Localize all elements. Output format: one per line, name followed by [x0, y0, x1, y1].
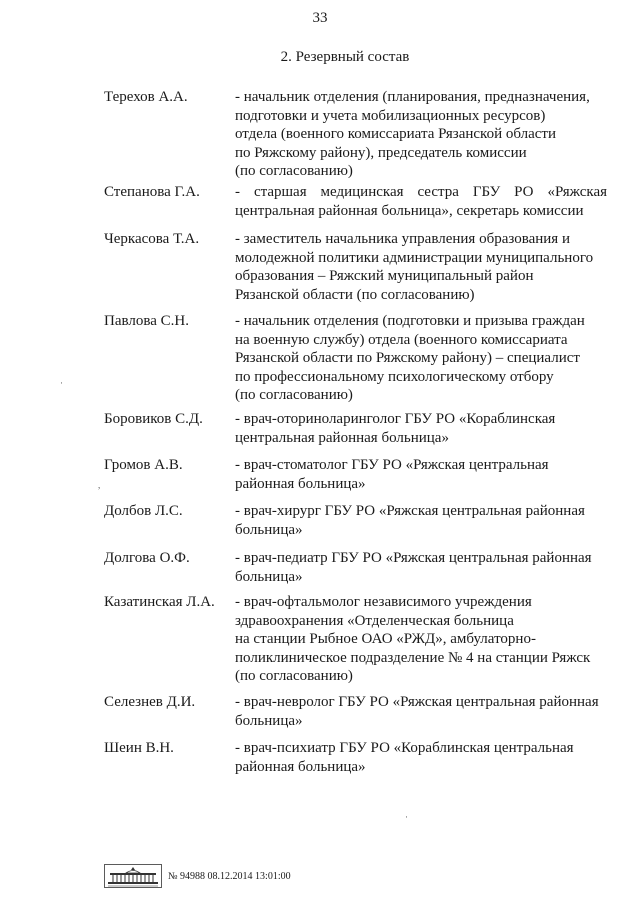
footer-stamp	[104, 864, 404, 888]
section-title: 2. Резервный состав	[280, 49, 410, 65]
position-line: (по согласованию)	[235, 668, 353, 684]
position-line: по Ряжскому району), председатель комиссии	[235, 144, 527, 161]
member-position	[235, 739, 607, 776]
position-line: - врач-хирург ГБУ РО «Ряжская центральная районная	[235, 503, 585, 519]
position-line: - врач-оториноларинголог ГБУ РО «Кораблинская	[235, 411, 556, 427]
position-line: здравоохранения «Отделенческая больница	[235, 612, 514, 629]
position-line: - врач-невролог ГБУ РО «Ряжская центральная районная	[235, 694, 599, 710]
member-name: Павлова С.Н.	[104, 313, 189, 329]
member-position	[235, 593, 607, 686]
government-building-seal-icon	[104, 864, 162, 888]
position-line: - начальник отделения (подготовки и призыва граждан	[235, 313, 585, 329]
scan-mark: ·	[405, 812, 408, 822]
position-line: - врач-психиатр ГБУ РО «Кораблинская центральная	[235, 740, 574, 756]
member-position	[235, 549, 607, 586]
position-line: поликлиническое подразделение № 4 на станции Ряжск	[235, 649, 591, 666]
scan-mark: ·	[60, 378, 63, 388]
page-number: 33	[312, 10, 328, 26]
position-line: на военную службу) отдела (военного комиссариата	[235, 331, 568, 348]
position-line: районная больница»	[235, 758, 366, 775]
member-position	[235, 312, 607, 405]
position-line: - врач-стоматолог ГБУ РО «Ряжская центральная	[235, 457, 549, 473]
position-line: Рязанской области по Ряжскому району) – специалист	[235, 350, 580, 366]
member-name: Громов А.В.	[104, 457, 183, 473]
member-name: Степанова Г.А.	[104, 184, 200, 200]
position-line: больница»	[235, 568, 303, 585]
member-name: Долбов Л.С.	[104, 503, 183, 519]
member-position	[235, 502, 607, 539]
member-name: Долгова О.Ф.	[104, 550, 190, 566]
member-name: Селезнев Д.И.	[104, 694, 196, 710]
member-name: Черкасова Т.А.	[104, 231, 200, 247]
position-line: - начальник отделения (планирования, предназначения,	[235, 89, 590, 105]
position-line: образования – Ряжский муниципальный район	[235, 268, 534, 284]
position-line: - заместитель начальника управления образования и	[235, 231, 570, 247]
member-position	[235, 183, 607, 220]
member-name: Боровиков С.Д.	[104, 411, 203, 427]
position-line: больница»	[235, 712, 303, 729]
member-name: Казатинская Л.А.	[104, 594, 215, 610]
position-line: Рязанской области (по согласованию)	[235, 286, 475, 303]
position-line: отдела (военного комиссариата Рязанской области	[235, 126, 556, 142]
position-line: - старшая медицинская сестра ГБУ РО «Ряжская	[235, 184, 607, 200]
position-line: больница»	[235, 521, 303, 538]
position-line: - врач-педиатр ГБУ РО «Ряжская центральная районная	[235, 550, 592, 566]
member-position	[235, 410, 607, 447]
position-line: по профессиональному психологическому отбору	[235, 368, 554, 385]
position-line: молодежной политики администрации муниципального	[235, 249, 594, 266]
member-position	[235, 693, 607, 730]
position-line: центральная районная больница»	[235, 429, 449, 446]
member-name: Шеин В.Н.	[104, 740, 174, 756]
position-line: районная больница»	[235, 475, 366, 492]
position-line: на станции Рыбное ОАО «РЖД», амбулаторно-	[235, 631, 536, 647]
position-line: центральная районная больница», секретарь комиссии	[235, 202, 584, 219]
registration-stamp-text: № 94988 08.12.2014 13:01:00	[168, 871, 291, 882]
position-line: - врач-офтальмолог независимого учреждения	[235, 594, 532, 610]
member-name: Терехов А.А.	[104, 89, 188, 105]
position-line: (по согласованию)	[235, 163, 353, 179]
member-position	[235, 88, 607, 181]
scan-mark: ,	[98, 480, 101, 490]
member-position	[235, 230, 607, 304]
position-line: (по согласованию)	[235, 387, 353, 403]
position-line: подготовки и учета мобилизационных ресурсов)	[235, 107, 546, 124]
member-position	[235, 456, 607, 493]
